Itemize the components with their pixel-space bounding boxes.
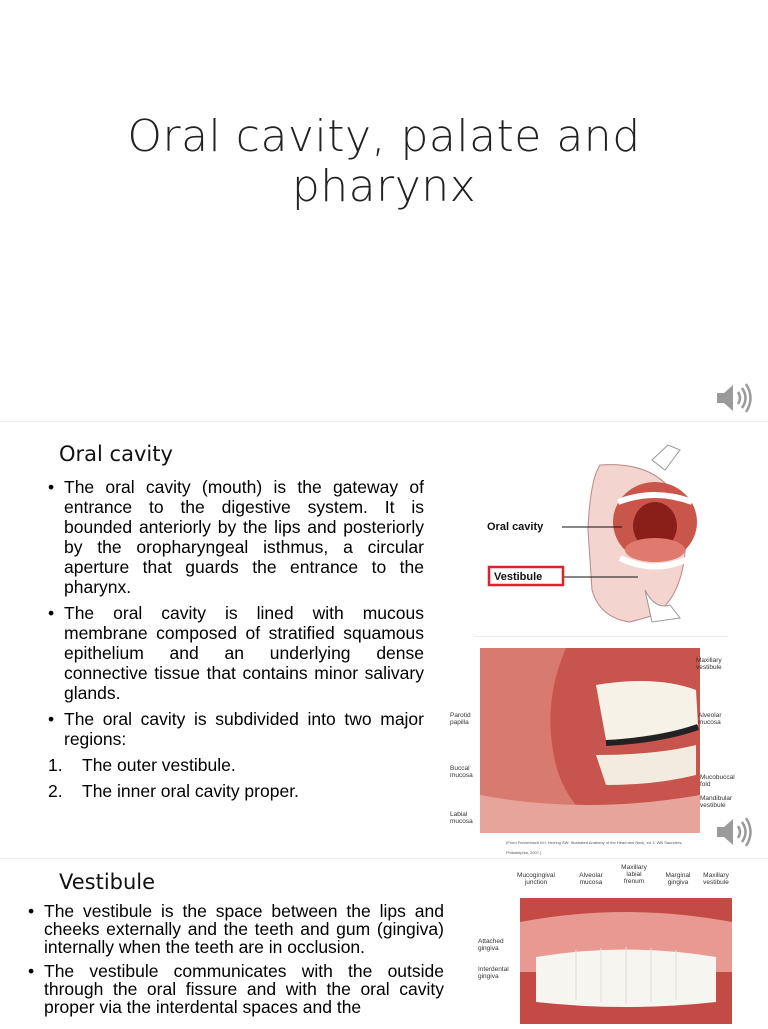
bullet-text: The oral cavity is subdivided into two major regions: — [64, 709, 424, 749]
gingiva-photo — [476, 862, 736, 1024]
figure-caption: (From Fehrenbach MJ, Herring SW: Illustrated Anatomy of the Head and Neck, ed 3, WB Saunders, Philadelphia, 2007.) — [506, 840, 683, 855]
label-buccal-mucosa: Buccal mucosa — [450, 765, 473, 779]
slide-divider — [0, 858, 768, 859]
bullet-text: The vestibule is the space between the lips and cheeks externally and the teeth and gum (gingiva) internally when the teeth are in occlusion. — [44, 901, 444, 957]
label-alveolar-mucosa: Alveolar mucosa — [698, 712, 722, 726]
title-line-2: pharynx — [291, 161, 477, 212]
item-text: The outer vestibule. — [82, 755, 236, 775]
bullet-dot: • — [48, 603, 55, 623]
label-maxillary-vestibule-3: Maxillary vestibule — [703, 872, 729, 886]
bullet-text: The vestibule communicates with the outside through the oral fissure and with the oral cavity proper via the interdental spaces and the — [44, 961, 444, 1017]
figure-divider — [474, 636, 728, 637]
label-parotid-papilla: Parotid papilla — [450, 712, 471, 726]
item-number: 2. — [48, 781, 63, 801]
bullet-item — [48, 477, 424, 597]
bullet-dot: • — [28, 961, 35, 981]
label-marginal-gingiva: Marginal gingiva — [665, 872, 691, 886]
speaker-icon[interactable] — [714, 378, 754, 418]
bullet-text: The oral cavity (mouth) is the gateway of entrance to the digestive system. It is bounded anteriorly by the lips and posteriorly by the oropharyngeal isthmus, a circular aperture that guards the entrance to the pharynx. — [64, 477, 424, 597]
vestibule-photo — [446, 645, 735, 855]
numbered-item — [48, 781, 424, 801]
label-vestibule: Vestibule — [494, 571, 543, 583]
bullet-dot: • — [28, 901, 35, 921]
label-mucogingival-junction: Mucogingival junction — [517, 872, 555, 886]
bullet-item — [48, 709, 424, 749]
label-alveolar-mucosa-3: Alveolar mucosa — [579, 872, 603, 886]
bullet-dot: • — [48, 477, 55, 497]
title-line-1: Oral cavity, palate and — [127, 111, 641, 162]
item-text: The inner oral cavity proper. — [82, 781, 299, 801]
label-labial-mucosa: Labial mucosa — [450, 811, 473, 825]
section-heading-vestibule: Vestibule — [59, 870, 156, 894]
label-interdental-gingiva: Interdental gingiva — [478, 966, 509, 980]
oral-cavity-illustration — [480, 440, 725, 625]
item-number: 1. — [48, 755, 63, 775]
oral-cavity-text — [48, 477, 424, 807]
bullet-item — [48, 603, 424, 703]
label-maxillary-vestibule: Maxillary vestibule — [696, 657, 722, 671]
bullet-item — [28, 962, 444, 1016]
bullet-dot: • — [48, 709, 55, 729]
slide-divider — [0, 421, 768, 422]
slide-title — [0, 112, 768, 212]
label-maxillary-labial-frenum: Maxillary labial frenum — [621, 864, 647, 885]
label-oral-cavity: Oral cavity — [487, 521, 544, 533]
label-mandibular-vestibule: Mandibular vestibule — [700, 795, 733, 809]
bullet-text: The oral cavity is lined with mucous membrane composed of stratified squamous epithelium and an underlying dense connective tissue that contains minor salivary glands. — [64, 603, 424, 703]
gingiva-photo-drawing — [476, 862, 736, 1024]
numbered-item — [48, 755, 424, 775]
vestibule-text — [28, 902, 444, 1022]
vestibule-photo-drawing — [446, 645, 735, 845]
speaker-icon[interactable] — [714, 812, 754, 852]
label-mucobuccal-fold: Mucobuccal fold — [700, 774, 735, 788]
label-attached-gingiva: Attached gingiva — [478, 938, 504, 952]
section-heading-oral-cavity: Oral cavity — [59, 442, 173, 466]
bullet-item — [28, 902, 444, 956]
